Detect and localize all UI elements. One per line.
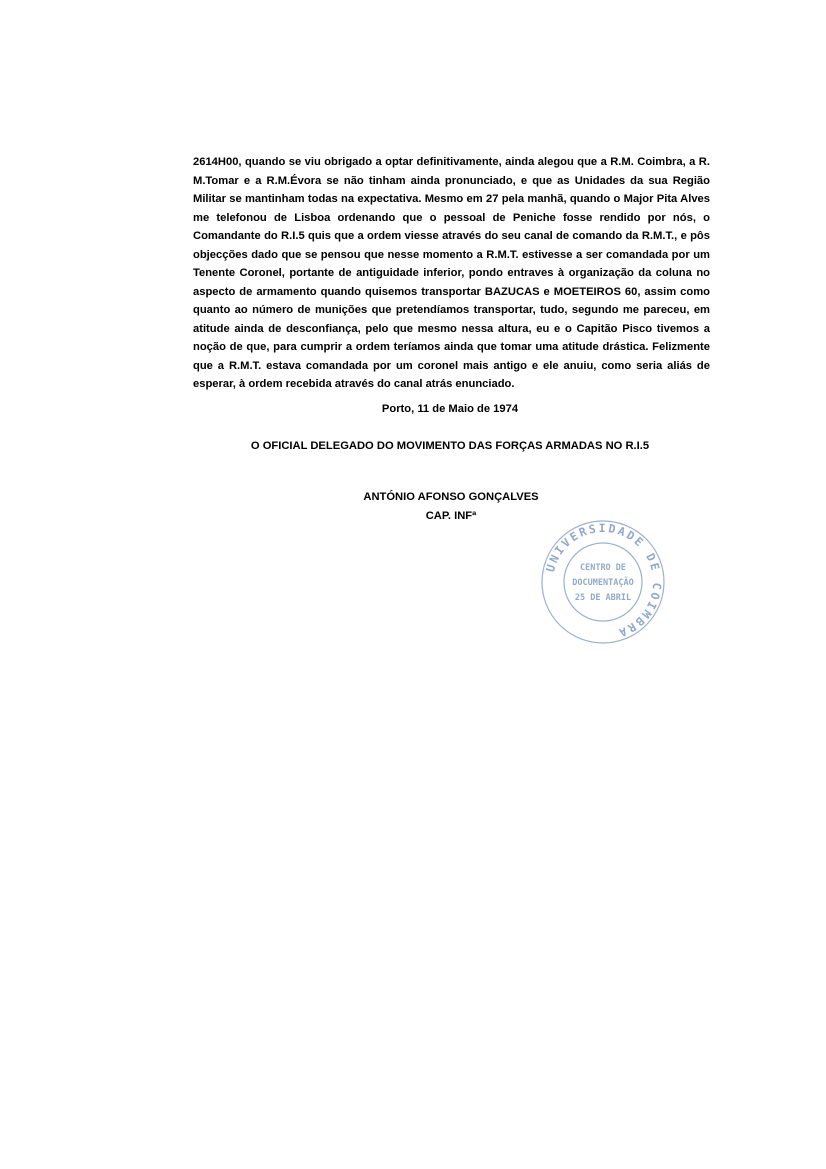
stamp-outer-text: UNIVERSIDADE DE COIMBRA (543, 520, 665, 641)
stamp-line-1: CENTRO DE (579, 563, 627, 573)
stamp-line-3: 25 DE ABRIL (574, 593, 632, 603)
body-paragraph: 2614H00, quando se viu obrigado a optar definitivamente, ainda alegou que a R.M. Coimbra, a R. M.Tomar e a R.M.Évora se não tinham ainda pronunciado, e que as Unidades da sua Região Militar se mantinham todas na expectativa. Mesmo em 27 pela manhã, quando o Major Pita Alves me telefonou de Lisboa ordenando que o pessoal de Peniche fosse rendido por nós, o Comandante do R.I.5 quis que a ordem viesse através do seu canal de comando da R.M.T., e pôs objecções dado que se pensou que nesse momento a R.M.T. estivesse a ser comandada por um Tenente Coronel, portante de antiguidade inferior, pondo entraves à organização da coluna no aspecto de armamento quando quisemos transportar BAZUCAS e MOETEIROS 60, assim como quanto ao número de munições que pretendíamos transportar, tudo, segundo me pareceu, em atitude ainda de desconfiança, pelo que mesmo nessa altura, eu e o Capitão Pisco tivemos a noção de que, para cumprir a ordem teríamos ainda que tomar uma atitude drástica. Felizmente que a R.M.T. estava comandada por um coronel mais antigo e ele anuiu, como seria aliás de esperar, à ordem recebida através do canal atrás enunciado. (193, 156, 710, 390)
signature-name: ANTÓNIO AFONSO GONÇALVES (363, 491, 539, 503)
stamp-line-2: DOCUMENTAÇÃO (572, 578, 634, 588)
place-date: Porto, 11 de Maio de 1974 (381, 403, 519, 415)
officer-title: O OFICIAL DELEGADO DO MOVIMENTO DAS FORÇAS ARMADAS NO R.I.5 (250, 440, 650, 452)
archive-stamp (540, 519, 666, 645)
signature-rank: CAP. INFª (425, 510, 477, 522)
